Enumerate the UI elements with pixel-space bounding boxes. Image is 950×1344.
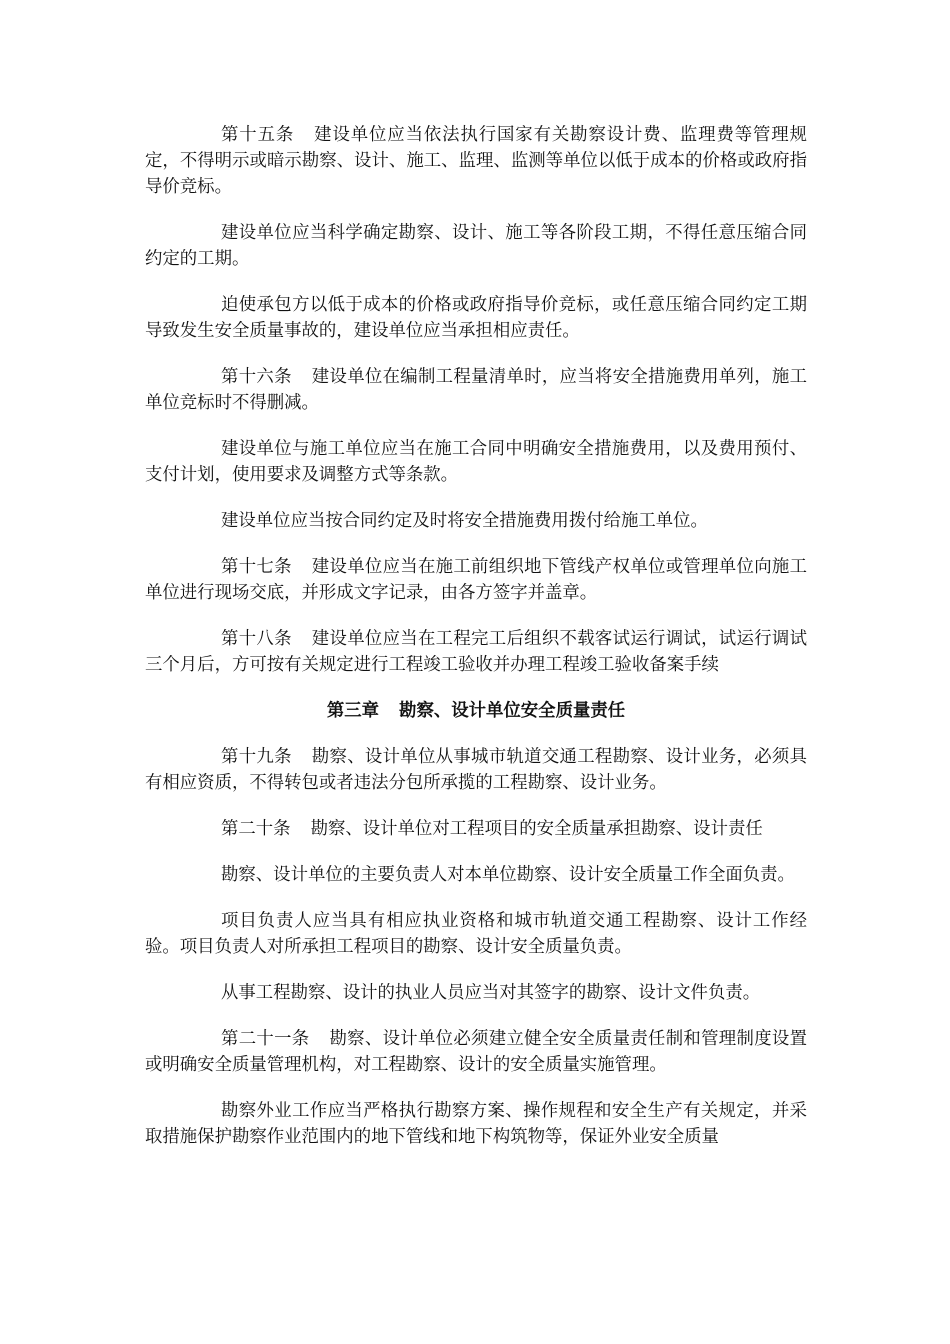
paragraph-text: 建设单位应当在工程完工后组织不载客试运行调试，试运行调试三个月后，方可按有关规定进行工程竣工验收并办理工程竣工验收备案手续 bbox=[145, 629, 807, 675]
paragraph-text: 勘察外业工作应当严格执行勘察方案、操作规程和安全生产有关规定，并采取措施保护勘察作业范围内的地下管线和地下构筑物等，保证外业安全质量 bbox=[145, 1101, 807, 1147]
paragraph bbox=[145, 626, 807, 678]
paragraph-text: 勘察、设计单位必须建立健全安全质量责任制和管理制度设置或明确安全质量管理机构，对工程勘察、设计的安全质量实施管理。 bbox=[145, 1029, 807, 1075]
document-body bbox=[145, 122, 807, 1170]
paragraph bbox=[145, 980, 807, 1006]
paragraph bbox=[145, 744, 807, 796]
paragraph-text: 迫使承包方以低于成本的价格或政府指导价竞标，或任意压缩合同约定工期导致发生安全质量事故的，建设单位应当承担相应责任。 bbox=[145, 295, 807, 341]
paragraph bbox=[145, 554, 807, 606]
paragraph bbox=[145, 292, 807, 344]
paragraph-text: 建设单位应当在施工前组织地下管线产权单位或管理单位向施工单位进行现场交底，并形成文字记录，由各方签字并盖章。 bbox=[145, 557, 807, 603]
paragraph bbox=[145, 862, 807, 888]
article-number: 第二十条 bbox=[221, 819, 291, 839]
article-number: 第十六条 bbox=[221, 367, 292, 387]
paragraph-text: 勘察、设计单位对工程项目的安全质量承担勘察、设计责任 bbox=[310, 819, 763, 839]
chapter-number: 第三章 bbox=[326, 701, 380, 721]
paragraphs-before-chapter bbox=[145, 122, 807, 678]
article-number: 第十九条 bbox=[221, 747, 292, 767]
paragraph bbox=[145, 1098, 807, 1150]
paragraph bbox=[145, 220, 807, 272]
paragraph-text: 勘察、设计单位从事城市轨道交通工程勘察、设计业务，必须具有相应资质，不得转包或者违法分包所承揽的工程勘察、设计业务。 bbox=[145, 747, 807, 793]
paragraph bbox=[145, 908, 807, 960]
paragraph-text: 建设单位与施工单位应当在施工合同中明确安全措施费用，以及费用预付、支付计划，使用要求及调整方式等条款。 bbox=[145, 439, 807, 485]
chapter-heading bbox=[145, 698, 807, 724]
article-number: 第十七条 bbox=[221, 557, 292, 577]
paragraph-text: 建设单位在编制工程量清单时，应当将安全措施费用单列，施工单位竞标时不得删减。 bbox=[145, 367, 807, 413]
paragraph-text: 从事工程勘察、设计的执业人员应当对其签字的勘察、设计文件负责。 bbox=[221, 983, 761, 1003]
paragraph-text: 建设单位应当依法执行国家有关勘察设计费、监理费等管理规定，不得明示或暗示勘察、设计、施工、监理、监测等单位以低于成本的价格或政府指导价竞标。 bbox=[145, 125, 807, 197]
paragraph bbox=[145, 364, 807, 416]
paragraph-text: 勘察、设计单位的主要负责人对本单位勘察、设计安全质量工作全面负责。 bbox=[221, 865, 795, 885]
paragraph bbox=[145, 816, 807, 842]
paragraph bbox=[145, 1026, 807, 1078]
article-number: 第二十一条 bbox=[221, 1029, 310, 1049]
paragraph bbox=[145, 122, 807, 200]
article-number: 第十八条 bbox=[221, 629, 292, 649]
paragraphs-after-chapter bbox=[145, 744, 807, 1150]
article-number: 第十五条 bbox=[221, 125, 295, 145]
paragraph-text: 建设单位应当按合同约定及时将安全措施费用拨付给施工单位。 bbox=[221, 511, 708, 531]
paragraph bbox=[145, 508, 807, 534]
chapter-title: 勘察、设计单位安全质量责任 bbox=[399, 701, 626, 721]
paragraph bbox=[145, 436, 807, 488]
paragraph-text: 项目负责人应当具有相应执业资格和城市轨道交通工程勘察、设计工作经验。项目负责人对所承担工程项目的勘察、设计安全质量负责。 bbox=[145, 911, 807, 957]
paragraph-text: 建设单位应当科学确定勘察、设计、施工等各阶段工期，不得任意压缩合同约定的工期。 bbox=[145, 223, 807, 269]
